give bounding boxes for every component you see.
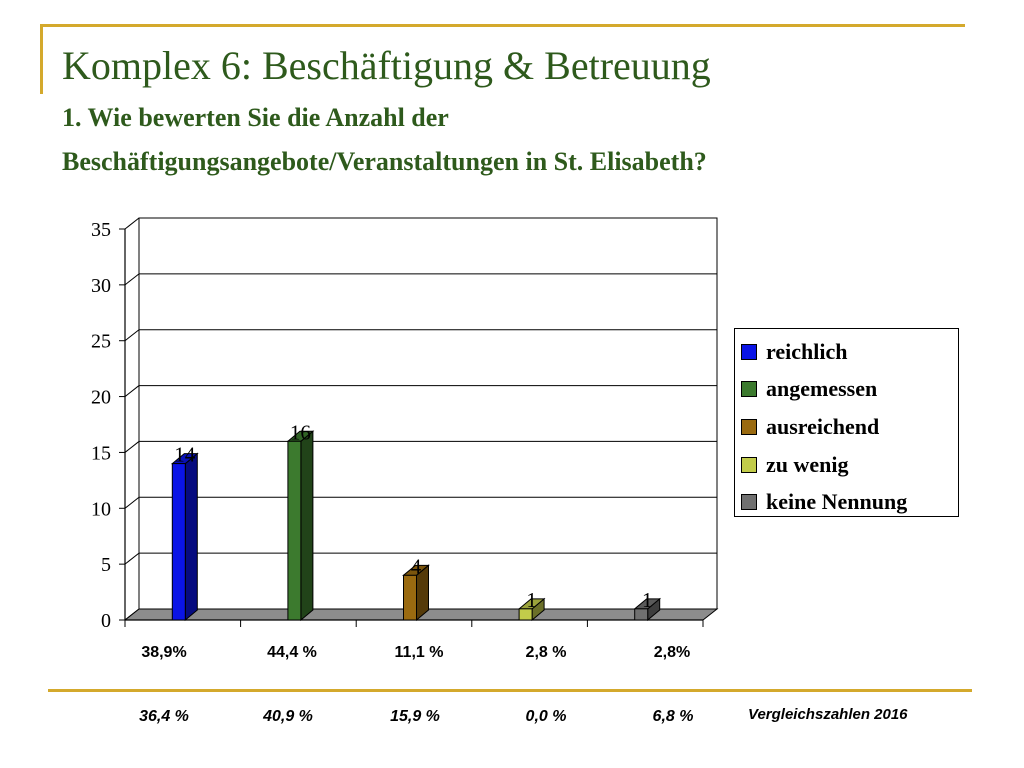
bar	[288, 441, 301, 620]
data-label: 1	[641, 587, 653, 612]
legend-swatch	[741, 494, 757, 510]
bottom-divider	[48, 689, 972, 692]
bar-side	[185, 454, 197, 620]
comparison-value: 0,0 %	[525, 708, 567, 725]
y-tick-label: 15	[91, 442, 111, 465]
legend-swatch	[741, 344, 757, 360]
category-percentage: 2,8 %	[525, 644, 567, 661]
category-percentage: 11,1 %	[394, 644, 444, 661]
y-tick-label: 30	[91, 274, 111, 297]
data-label: 4	[410, 554, 422, 579]
legend-label: zu wenig	[766, 452, 849, 477]
category-percentage: 44,4 %	[267, 644, 317, 661]
legend-item-zu-wenig	[741, 453, 849, 477]
chart-legend	[734, 328, 959, 517]
y-tick-label: 35	[91, 219, 111, 241]
bar	[172, 464, 185, 620]
slide-title: Komplex 6: Beschäftigung & Betreuung	[62, 43, 711, 88]
data-label: 16	[289, 420, 311, 445]
comparison-value: 40,9 %	[263, 708, 313, 725]
legend-label: reichlich	[766, 339, 848, 364]
subtitle-line-2: Beschäftigungsangebote/Veranstaltungen in St. Elisabeth?	[62, 147, 707, 176]
data-label: 1	[526, 587, 537, 612]
legend-item-keine-nennung	[741, 490, 907, 514]
subtitle-line-1: 1. Wie bewerten Sie die Anzahl der	[62, 103, 449, 132]
legend-label: ausreichend	[766, 414, 880, 439]
comparison-value: 15,9 %	[390, 708, 440, 725]
category-percentage: 2,8%	[653, 644, 691, 661]
legend-item-ausreichend	[741, 415, 879, 439]
bar-side	[301, 431, 313, 620]
comparison-value: 36,4 %	[139, 708, 189, 725]
y-tick-label: 5	[101, 554, 111, 577]
y-tick-label: 20	[91, 386, 111, 409]
y-tick-label: 25	[91, 330, 111, 353]
legend-swatch	[741, 381, 757, 397]
y-tick-label: 10	[91, 498, 111, 521]
legend-item-angemessen	[741, 377, 877, 401]
category-percentage: 38,9%	[141, 644, 187, 661]
data-label: 14	[174, 442, 196, 467]
comparison-note: Vergleichszahlen 2016	[748, 706, 908, 723]
bar	[404, 575, 417, 620]
legend-swatch	[741, 419, 757, 435]
legend-label: angemessen	[766, 376, 878, 401]
y-tick-label: 0	[101, 610, 111, 632]
comparison-value: 6,8 %	[652, 708, 694, 725]
legend-item-reichlich	[741, 340, 847, 364]
legend-swatch	[741, 457, 757, 473]
legend-label: keine Nennung	[766, 489, 908, 514]
